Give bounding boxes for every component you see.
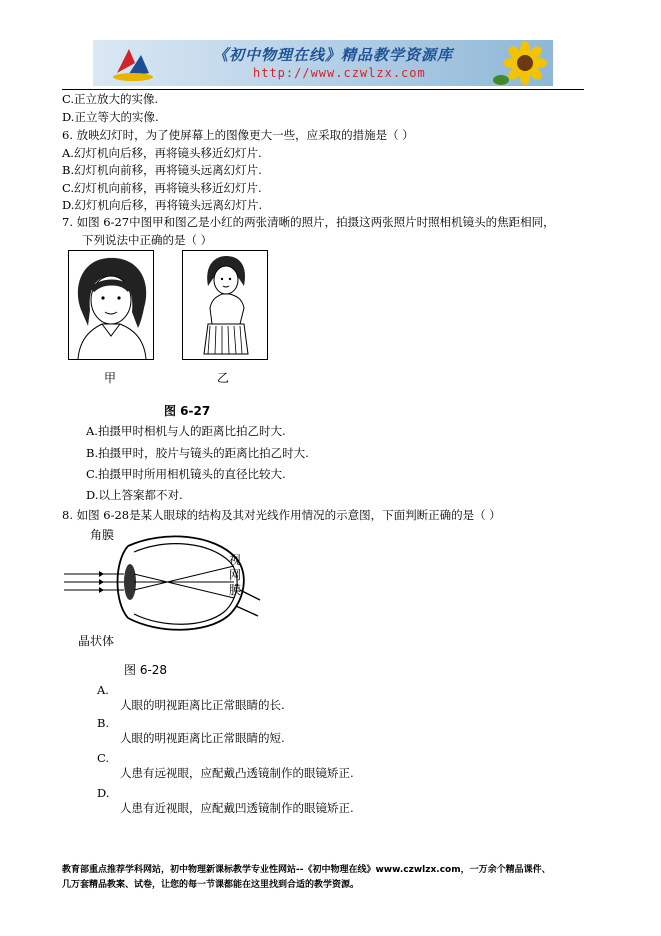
figure-628-label-lens: 晶状体 <box>78 634 115 648</box>
footer-line-2: 几万套精品教案、试卷，让您的每一节课都能在这里找到合适的教学资源。 <box>62 880 360 890</box>
q8-option-d: 人患有近视眼，应配戴凹透镜制作的眼镜矫正. <box>120 801 354 815</box>
site-logo-icon <box>107 43 159 83</box>
q7-option-d: D.以上答案都不对. <box>86 488 183 502</box>
q6-option-d: D.幻灯机向后移，再将镜头远离幻灯片. <box>62 198 263 212</box>
banner-title: 《初中物理在线》精品教学资源库 <box>213 46 454 64</box>
q6-option-c: C.幻灯机向前移，再将镜头移近幻灯片. <box>62 181 262 195</box>
q8-option-a: 人眼的明视距离比正常眼睛的长. <box>120 698 285 712</box>
photo-jia <box>68 250 154 360</box>
question-8: 8. 如图 6-28是某人眼球的结构及其对光线作用情况的示意图，下面判断正确的是（ ） <box>62 508 501 522</box>
footer-line-1: 教育部重点推荐学科网站，初中物理新课标教学专业性网站--《初中物理在线》www.czwlzx.com，一万余个精品课件、 <box>62 865 551 875</box>
header-banner <box>93 40 553 86</box>
photo-yi <box>182 250 268 360</box>
figure-628-label-retina-2: 网 <box>229 568 242 582</box>
q8-option-a-letter: A. <box>97 683 109 697</box>
q7-option-b: B.拍摄甲时，胶片与镜头的距离比拍乙时大. <box>86 446 309 460</box>
q8-option-b-letter: B. <box>97 716 110 730</box>
question-6: 6. 放映幻灯时，为了使屏幕上的图像更大一些，应采取的措施是（ ） <box>62 128 414 142</box>
figure-627-label-jia: 甲 <box>104 371 117 385</box>
q6-option-a: A.幻灯机向后移，再将镜头移近幻灯片. <box>62 146 262 160</box>
figure-628-label-cornea: 角膜 <box>90 528 115 542</box>
q8-option-d-letter: D. <box>97 786 110 800</box>
page-footer <box>62 863 592 893</box>
q7-option-a: A.拍摄甲时相机与人的距离比拍乙时大. <box>86 424 286 438</box>
q8-option-c-letter: C. <box>97 751 110 765</box>
question-7: 7. 如图 6-27中图甲和图乙是小红的两张清晰的照片，拍摄这两张照片时照相机镜头的焦距相同， <box>62 215 555 229</box>
header-divider <box>62 89 584 90</box>
q5-option-c: C.正立放大的实像. <box>62 92 159 106</box>
q8-option-b: 人眼的明视距离比正常眼睛的短. <box>120 731 285 745</box>
figure-628-label-retina-1: 视 <box>229 553 242 567</box>
figure-627-label-yi: 乙 <box>217 371 230 385</box>
q7-option-c: C.拍摄甲时所用相机镜头的直径比较大. <box>86 467 286 481</box>
q5-option-d: D.正立等大的实像. <box>62 110 159 124</box>
question-7-cont: 下列说法中正确的是（ ） <box>82 233 213 247</box>
figure-627-caption: 图 6-27 <box>164 404 211 418</box>
figure-628-caption: 图 6-28 <box>124 663 168 677</box>
figure-628-label-retina-3: 膜 <box>229 583 242 597</box>
q6-option-b: B.幻灯机向前移，再将镜头远离幻灯片. <box>62 163 262 177</box>
sunflower-icon <box>493 40 553 86</box>
q8-option-c: 人患有远视眼，应配戴凸透镜制作的眼镜矫正. <box>120 766 354 780</box>
banner-url: http://www.czwlzx.com <box>253 66 426 80</box>
